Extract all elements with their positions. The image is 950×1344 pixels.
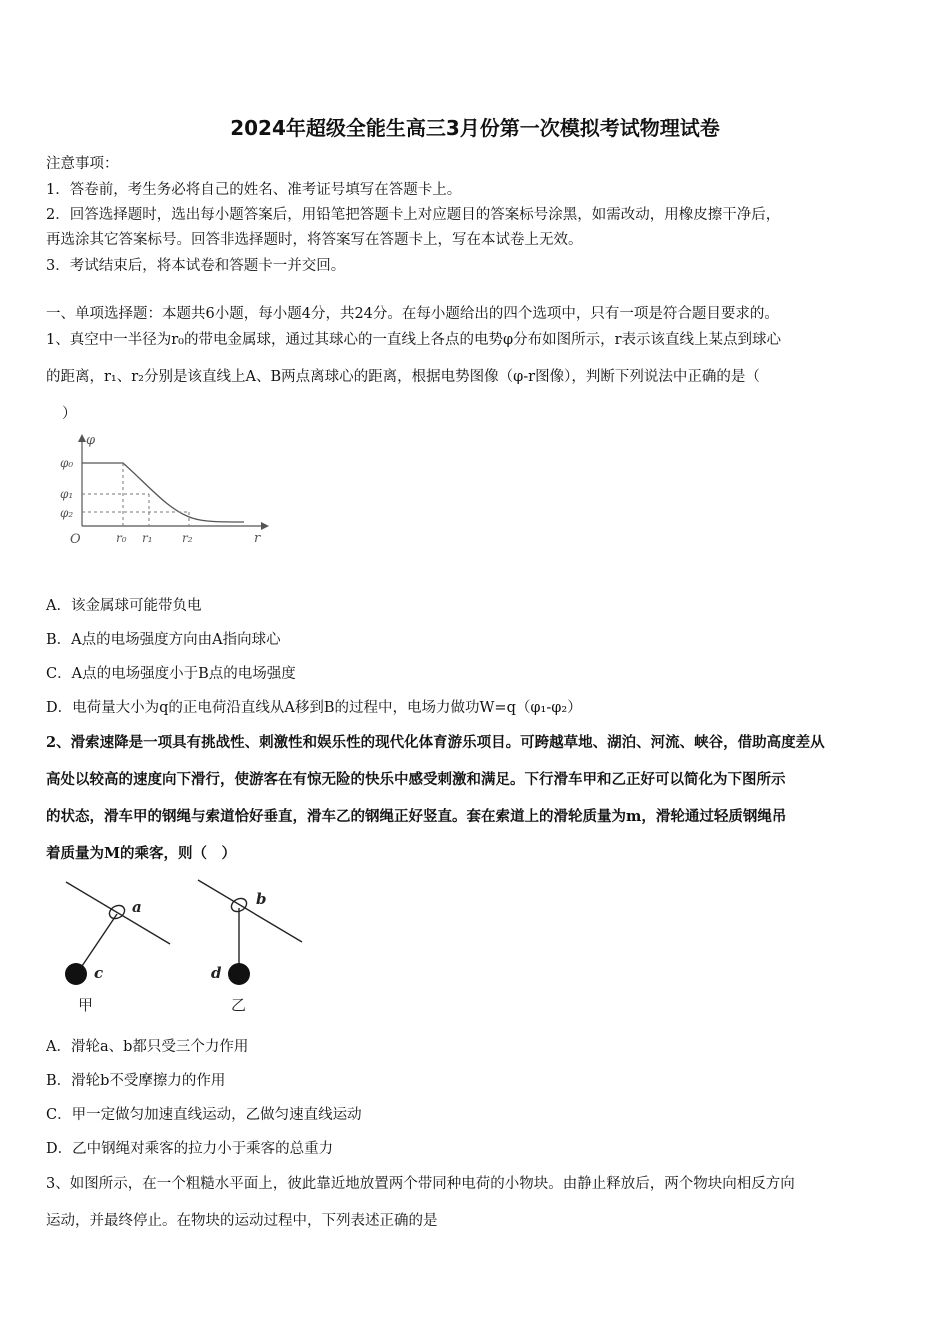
q2-option-c: C．甲一定做匀加速直线运动，乙做匀速直线运动: [46, 1107, 362, 1123]
q2-option-a: A．滑轮a、b都只受三个力作用: [46, 1039, 249, 1055]
passenger-c: [65, 963, 87, 985]
q1-stem-line-3: ）: [62, 406, 77, 422]
q1-option-c: C．A点的电场强度小于B点的电场强度: [46, 666, 296, 682]
phi-curve: [82, 463, 244, 522]
r-axis-arrow: [261, 522, 269, 530]
q1-stem-line-2: 的距离，r₁、r₂分别是该直线上A、B两点离球心的距离，根据电势图像（φ-r图像），判断下列说法中正确的是（: [46, 369, 760, 385]
phi-axis-label: φ: [86, 433, 96, 448]
q2-zipline-figure: [56, 872, 316, 1021]
cable-left: [66, 882, 170, 944]
q3-stem-line-1: 3、如图所示，在一个粗糙水平面上，彼此靠近地放置两个带同种电荷的小物块。由静止释放后，两个物块向相反方向: [46, 1176, 795, 1192]
q1-option-b: B．A点的电场强度方向由A指向球心: [46, 632, 281, 648]
label-a: a: [132, 898, 142, 916]
origin-label: O: [70, 532, 81, 547]
q2-option-b: B．滑轮b不受摩擦力的作用: [46, 1073, 226, 1089]
q1-option-d: D．电荷量大小为q的正电荷沿直线从A移到B的过程中，电场力做功W=q（φ₁-φ₂）: [46, 700, 582, 716]
caption-jia: 甲: [78, 996, 94, 1014]
label-d: d: [211, 964, 222, 982]
notice-item-2: 2．回答选择题时，选出每小题答案后，用铅笔把答题卡上对应题目的答案标号涂黑，如需改动，用橡皮擦干净后，: [46, 207, 781, 223]
q1-potential-graph: [56, 430, 276, 554]
q2-stem-line-2: 高处以较高的速度向下滑行，使游客在有惊无险的快乐中感受刺激和满足。下行滑车甲和乙正好可以简化为下图所示: [46, 771, 786, 788]
q1-stem-line-1: 1、真空中一半径为r₀的带电金属球，通过其球心的一直线上各点的电势φ分布如图所示，r表示该直线上某点到球心: [46, 332, 782, 348]
label-c: c: [94, 964, 104, 982]
q2-option-d: D．乙中钢绳对乘客的拉力小于乘客的总重力: [46, 1141, 334, 1157]
q3-stem-line-2: 运动，并最终停止。在物块的运动过程中，下列表述正确的是: [46, 1213, 438, 1229]
caption-yi: 乙: [231, 996, 247, 1014]
r0-label: r₀: [116, 531, 127, 545]
q2-stem-line-1: 2、滑索速降是一项具有挑战性、刺激性和娱乐性的现代化体育游乐项目。可跨越草地、湖泊、河流、峡谷，借助高度差从: [46, 734, 825, 751]
notice-heading: 注意事项：: [46, 156, 119, 172]
phi-axis-arrow: [78, 434, 86, 442]
phi2-label: φ₂: [60, 506, 74, 520]
r2-label: r₂: [182, 531, 193, 545]
label-b: b: [256, 890, 267, 908]
r1-label: r₁: [142, 531, 153, 545]
notice-item-3: 3．考试结束后，将本试卷和答题卡一并交回。: [46, 258, 346, 274]
phi1-label: φ₁: [60, 487, 74, 501]
q2-stem-line-4: 着质量为M的乘客，则（ ）: [46, 845, 237, 862]
page-title: 2024年超级全能生高三3月份第一次模拟考试物理试卷: [230, 116, 720, 140]
section-heading: 一、单项选择题：本题共6小题，每小题4分，共24分。在每小题给出的四个选项中，只有一项是符合题目要求的。: [46, 306, 779, 322]
phi0-label: φ₀: [60, 456, 74, 470]
passenger-d: [228, 963, 250, 985]
q2-stem-line-3: 的状态，滑车甲的钢绳与索道恰好垂直，滑车乙的钢绳正好竖直。套在索道上的滑轮质量为m，滑轮通过轻质钢绳吊: [46, 808, 787, 825]
notice-item-2-cont: 再选涂其它答案标号。回答非选择题时，将答案写在答题卡上，写在本试卷上无效。: [46, 232, 583, 248]
cable-right: [198, 880, 302, 942]
r-axis-label: r: [254, 531, 261, 546]
notice-item-1: 1．答卷前，考生务必将自己的姓名、准考证号填写在答题卡上。: [46, 182, 462, 198]
q1-option-a: A．该金属球可能带负电: [46, 598, 202, 614]
